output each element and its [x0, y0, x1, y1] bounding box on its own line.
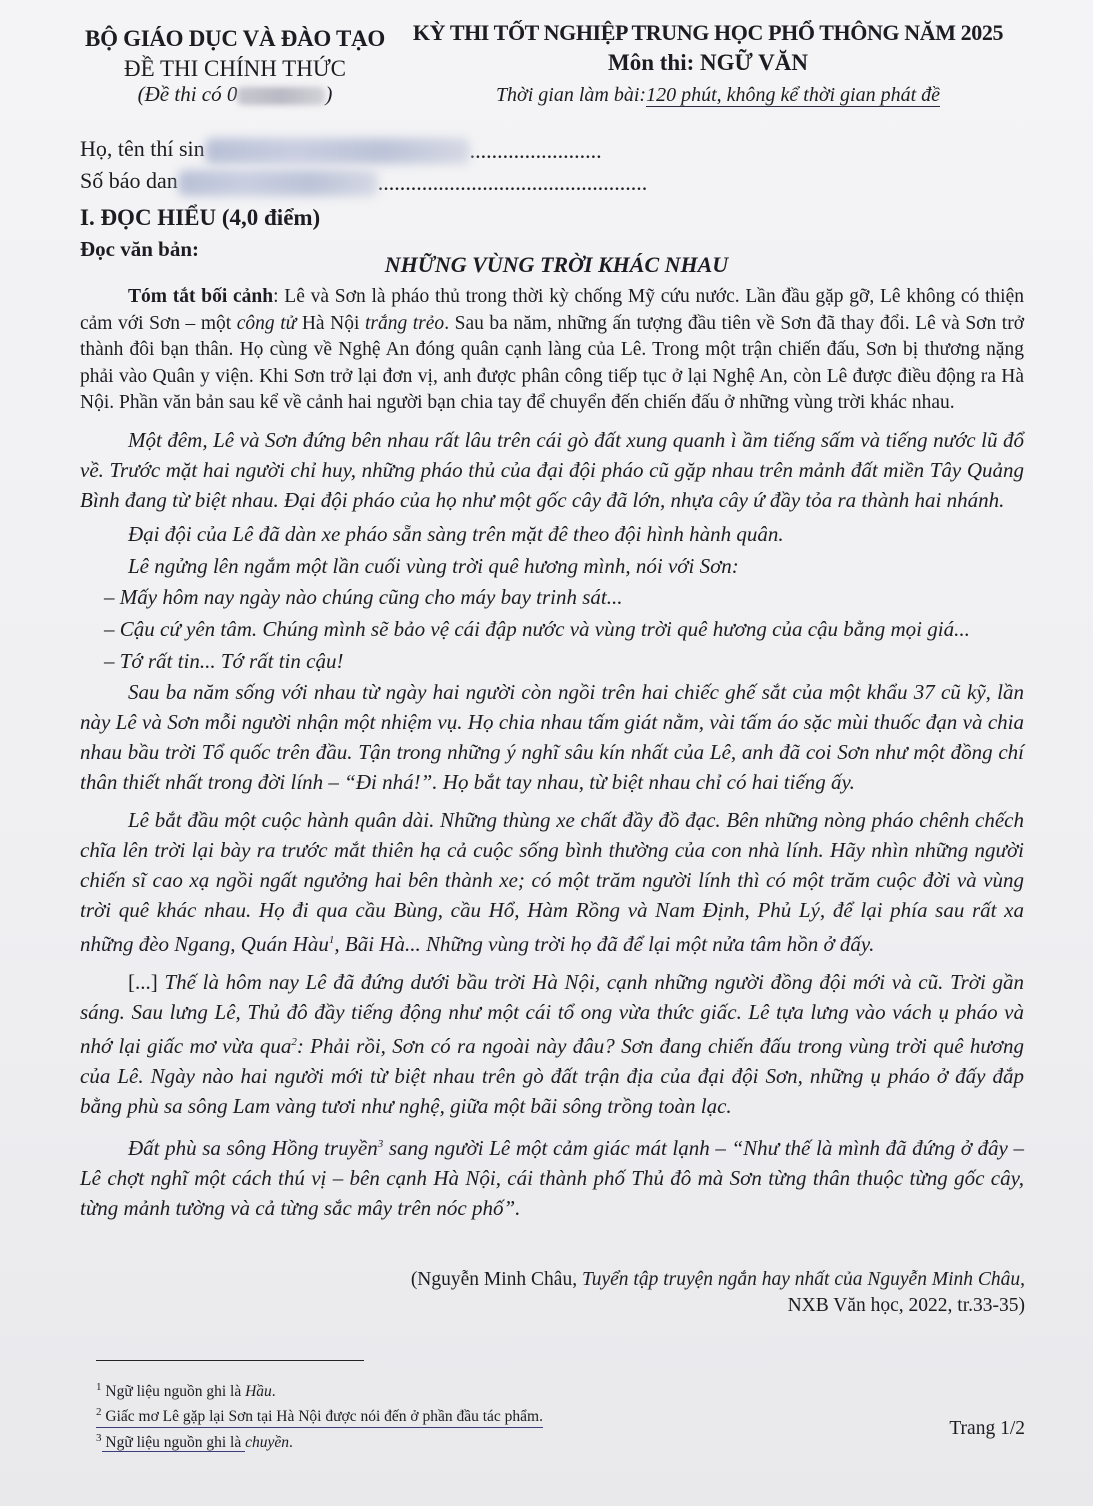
candidate-id-dots: ................................................. [377, 169, 648, 195]
footnote-1: $^1$ Ngữ liệu nguồn ghi là Hầu. [96, 1381, 276, 1401]
footnote-ref: 3 [377, 1137, 384, 1150]
candidate-name-label: Họ, tên thí sin [80, 136, 205, 161]
passage-paragraph: Một đêm, Lê và Sơn đứng bên nhau rất lâu trên cái gò đất xung quanh ì ầm tiếng sấm và tiếng nước lũ đổ về. Trước mặt hai người chỉ huy, những pháo thủ của đại đội pháo cũ gặp nhau trên mảnh đất miền Tây Quảng Bình đang từ biệt nhau. Đại đội pháo của họ như một gốc cây đã lớn, nhựa cây ứ đầy tỏa ra thành hai nhánh. [80, 427, 1024, 512]
redacted-id [178, 170, 378, 196]
passage-body [80, 284, 1024, 1223]
official-exam-label: ĐỀ THI CHÍNH THỨC [123, 56, 347, 81]
candidate-id-label: Số báo dan [80, 168, 178, 193]
story-title: NHỮNG VÙNG TRỜI KHÁC NHAU [384, 252, 729, 277]
footnote-divider [96, 1360, 364, 1361]
read-text-label: Đọc văn bản: [80, 237, 200, 261]
candidate-name-row [80, 136, 602, 164]
footnotes [96, 1377, 543, 1453]
passage-paragraph: [...] Thế là hôm nay Lê đã đứng dưới bầu trời Hà Nội, cạnh những người đồng đội mới và cũ. Trời gần sáng. Sau lưng Lê, Thủ đô đầy tiếng động như một cái tổ ong vừa thức giấc. Lê tựa lưng vào vách ụ pháo và nhớ lại giấc mơ vừa qua$^2$: Phải rồi, Sơn có ra ngoài này đâu? Sơn đang chiến đấu trong vùng trời quê hương của Lê. Ngày nào hai người mới từ biệt nhau trên gò đất trận địa của đại đội Sơn, những ụ pháo ở đấy đắp bằng phù sa sông Lam vàng tươi như nghệ, giữa một bãi sông trồng toàn lạc. [80, 969, 1025, 1118]
page-number: Trang 1/2 [949, 1418, 1025, 1439]
dialogue-line: – Tớ rất tin... Tớ rất tin cậu! [104, 648, 344, 673]
exam-duration: Thời gian làm bài:120 phút, không kể thời gian phát đề [495, 84, 941, 106]
header-left [80, 26, 390, 107]
redacted-name [205, 138, 470, 164]
section-title: I. ĐỌC HIỂU (4,0 điểm) [80, 205, 321, 230]
context-summary: Tóm tắt bối cảnh: Lê và Sơn là pháo thủ trong thời kỳ chống Mỹ cứu nước. Lần đầu gặp gỡ, Lê không có thiện cảm với Sơn – một công tử Hà Nội trắng trẻo. Sau ba năm, những ấn tượng đầu tiên về Sơn đã thay đổi. Lê và Sơn trở thành đôi bạn thân. Họ cùng về Nghệ An đóng quân cạnh làng của Lê. Trong một trận chiến đấu, Sơn bị thương nặng phải vào Quân y viện. Khi Sơn trở lại đơn vị, anh được phân công tiếp tục ở lại Nghệ An, còn Lê được điều động ra Hà Nội. Phần văn bản sau kể về cảnh hai người bạn chia tay để chuyển đến chiến đấu ở những vùng trời khác nhau. [80, 286, 1025, 413]
footnote-2: $^2$ Giấc mơ Lê gặp lại Sơn tại Hà Nội được nói đến ở phần đầu tác phẩm. [96, 1402, 543, 1428]
dialogue-line: – Cậu cứ yên tâm. Chúng mình sẽ bảo vệ cái đập nước và vùng trời quê hương của cậu bằng mọi giá... [104, 616, 970, 641]
passage-paragraph: Sau ba năm sống với nhau từ ngày hai người còn ngồi trên hai chiếc ghế sắt của một khẩu 37 cũ kỹ, lần này Lê và Sơn mỗi người nhận một nhiệm vụ. Họ chia nhau tấm giát nằm, vài tấm áo sặc mùi thuốc đạn và chia nhau bầu trời Tổ quốc trên đầu. Tận trong những ý nghĩ sâu kín nhất của Lê, anh đã coi Sơn như một đồng chí thân thiết nhất trong đời lính – “Đi nhá!”. Họ bắt tay nhau, từ biệt nhau chỉ có hai tiếng ấy. [80, 679, 1024, 794]
footnote-ref: 2 [291, 1035, 297, 1048]
exam-title: KỲ THI TỐT NGHIỆP TRUNG HỌC PHỔ THÔNG NĂM 2025 [412, 20, 1004, 45]
candidate-name-dots: ........................ [469, 137, 602, 163]
page-count-note: (Đề thi có 0 ) [137, 82, 333, 106]
passage-paragraph: Lê bắt đầu một cuộc hành quân dài. Những thùng xe chất đầy đồ đạc. Bên những nòng pháo chênh chếch chĩa lên trời lại bày ra trước mắt thiên hạ cả cuộc sống bình thường của con nhà lính. Hãy nhìn những người chiến sĩ cao xạ ngồi ngất ngưởng hai bên thành xe; có một trăm người lính thì có một trăm cuộc đời và vùng trời quê khác nhau. Họ đi qua cầu Bùng, cầu Hổ, Hàm Rồng và Nam Định, Phủ Lý, để lại phía sau rất xa những đèo Ngang, Quán Hàu$^1$, Bãi Hà... Những vùng trời họ đã để lại một nửa tâm hồn ở đấy. [80, 807, 1024, 956]
source-citation: (Nguyễn Minh Châu, Tuyển tập truyện ngắn hay nhất của Nguyễn Minh Châu, NXB Văn học, 2022, tr.33-35) [410, 1269, 1025, 1316]
footnote-3: $^3$ Ngữ liệu nguồn ghi là chuyền. [96, 1432, 293, 1452]
passage-paragraph: Đất phù sa sông Hồng truyền$^3$ sang người Lê một cảm giác mát lạnh – “Như thế là mình đã đứng ở đây – Lê chợt nghĩ một cách thú vị – bên cạnh Hà Nội, cái thành phố Thủ đô mà Sơn từng thân thuộc từng gốc cây, từng mảnh tường và cả từng sắc mây trên nóc phố”. [80, 1135, 1024, 1220]
redacted-page-count [237, 87, 325, 105]
footnote-ref: 1 [328, 933, 335, 946]
candidate-id-row [80, 168, 647, 196]
dialogue-line: – Mấy hôm nay ngày nào chúng cũng cho máy bay trinh sát... [104, 584, 623, 609]
header-right [408, 20, 1008, 107]
passage-paragraph: Đại đội của Lê đã dàn xe pháo sẵn sàng trên mặt đê theo đội hình hành quân. [128, 521, 784, 546]
exam-subject: Môn thi: NGỮ VĂN [608, 50, 808, 75]
passage-paragraph: Lê ngửng lên ngắm một lần cuối vùng trời quê hương mình, nói với Sơn: [128, 553, 739, 578]
ministry-name: BỘ GIÁO DỤC VÀ ĐÀO TẠO [85, 26, 385, 51]
